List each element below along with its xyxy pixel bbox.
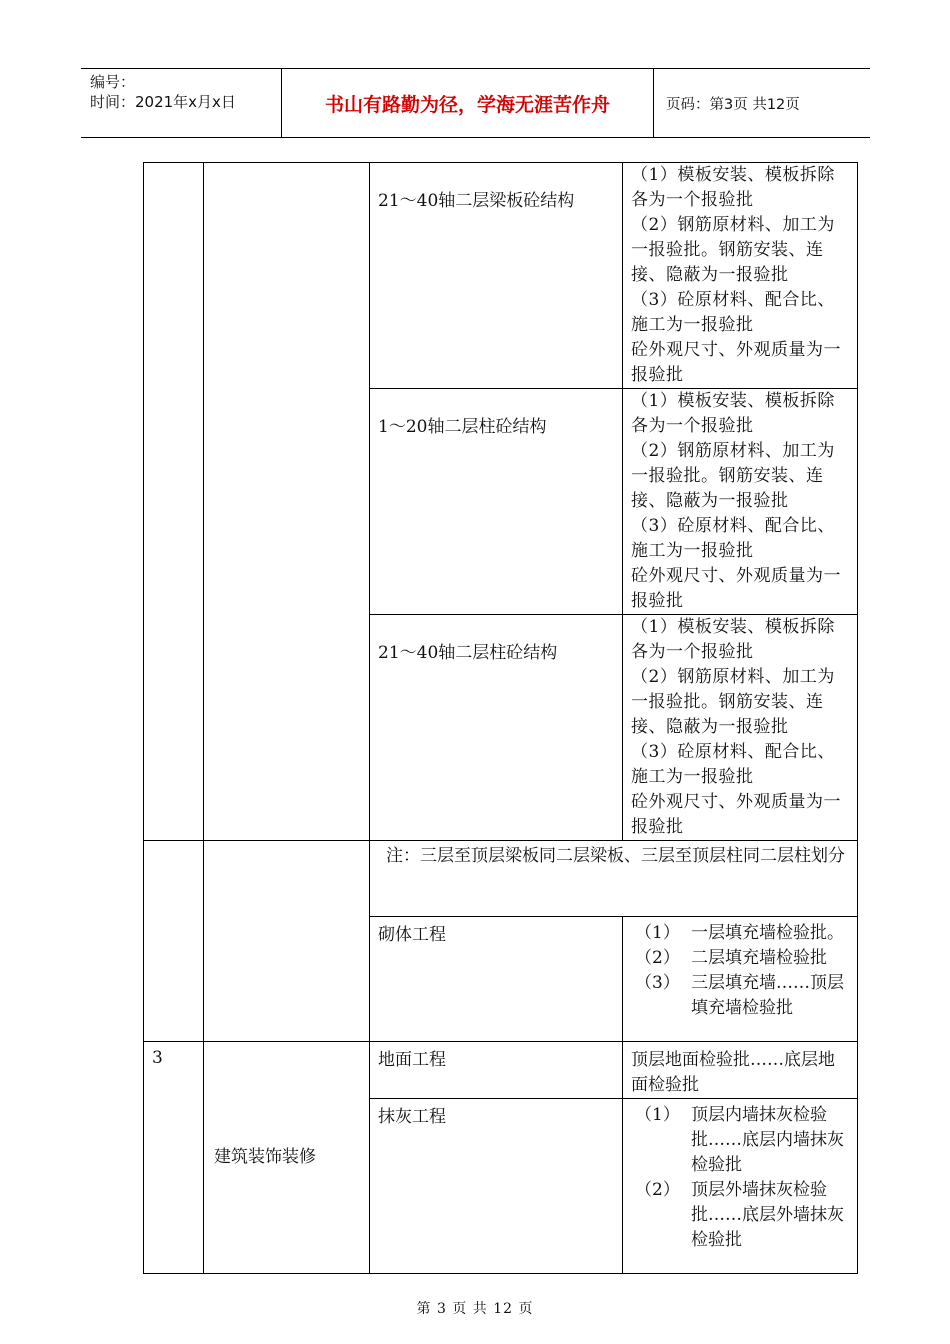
item-cell	[370, 1099, 623, 1274]
list-text: 三层填充墙……顶层填充墙检验批	[691, 973, 844, 1018]
page-footer: 第 3 页 共 12 页	[416, 1301, 534, 1317]
batch-cell	[623, 163, 858, 389]
item-label: 21～40轴二层梁板砼结构	[378, 191, 575, 211]
batch-cell	[623, 917, 858, 1042]
batch-cell	[623, 1042, 858, 1099]
list-text: 顶层外墙抹灰检验批……底层外墙抹灰检验批	[691, 1180, 844, 1250]
batch-line: （2）钢筋原材料、加工为一报验批。钢筋安装、连接、隐蔽为一报验批	[631, 215, 835, 285]
header-meta	[81, 69, 282, 137]
document-date-label: 时间：2021年x月x日	[90, 93, 236, 111]
batch-line: 砼外观尺寸、外观质量为一报验批	[631, 340, 841, 385]
batch-line: （2）钢筋原材料、加工为一报验批。钢筋安装、连接、隐蔽为一报验批	[631, 441, 835, 511]
batch-line: （1）模板安装、模板拆除各为一个报验批	[631, 617, 835, 662]
table-row	[144, 1042, 858, 1099]
division-name: 建筑装饰装修	[214, 1147, 316, 1167]
list-item	[635, 946, 851, 971]
list-marker: （1）	[635, 1105, 680, 1125]
seq-cell-empty	[144, 163, 204, 841]
item-cell	[370, 615, 623, 841]
list-item	[635, 921, 851, 946]
list-marker: （2）	[635, 948, 680, 968]
list-text: 一层填充墙检验批。	[691, 923, 844, 943]
item-cell	[370, 1042, 623, 1099]
batch-line: （2）钢筋原材料、加工为一报验批。钢筋安装、连接、隐蔽为一报验批	[631, 667, 835, 737]
batch-detail	[623, 615, 857, 840]
page-header	[81, 68, 870, 138]
batch-line: （1）模板安装、模板拆除各为一个报验批	[631, 165, 835, 210]
batch-list	[623, 1099, 857, 1253]
item-label: 抹灰工程	[378, 1107, 446, 1127]
header-motto: 书山有路勤为径，学海无涯苦作舟	[282, 69, 654, 137]
document-number-label: 编号：	[90, 73, 136, 91]
list-marker: （1）	[635, 923, 680, 943]
inspection-batch-table	[143, 162, 858, 1274]
division-cell-empty	[204, 841, 370, 1042]
batch-line: （3）砼原材料、配合比、施工为一报验批	[631, 290, 835, 335]
note-text: 注：三层至顶层梁板同二层梁板、三层至顶层柱同二层柱划分	[386, 846, 845, 866]
batch-cell	[623, 389, 858, 615]
batch-line: 砼外观尺寸、外观质量为一报验批	[631, 792, 841, 837]
seq-cell	[144, 1042, 204, 1274]
item-label: 21～40轴二层柱砼结构	[378, 643, 558, 663]
batch-detail	[623, 389, 857, 614]
item-label: 砌体工程	[378, 925, 446, 945]
batch-line: （3）砼原材料、配合比、施工为一报验批	[631, 516, 835, 561]
note-cell	[370, 841, 858, 917]
batch-detail	[623, 163, 857, 388]
table-row	[144, 841, 858, 917]
list-text: 顶层内墙抹灰检验批……底层内墙抹灰检验批	[691, 1105, 844, 1175]
item-cell	[370, 389, 623, 615]
batch-line: （3）砼原材料、配合比、施工为一报验批	[631, 742, 835, 787]
list-text: 二层填充墙检验批	[691, 948, 827, 968]
division-cell-empty	[204, 163, 370, 841]
list-marker: （3）	[635, 973, 680, 993]
list-item	[635, 1178, 851, 1253]
batch-list	[623, 917, 857, 1021]
division-cell	[204, 1042, 370, 1274]
batch-cell	[623, 1099, 858, 1274]
item-label: 地面工程	[378, 1050, 446, 1070]
batch-line: （1）模板安装、模板拆除各为一个报验批	[631, 391, 835, 436]
list-item	[635, 1103, 851, 1178]
item-cell	[370, 917, 623, 1042]
seq-cell-empty	[144, 841, 204, 1042]
batch-cell	[623, 615, 858, 841]
batch-line: 砼外观尺寸、外观质量为一报验批	[631, 566, 841, 611]
item-cell	[370, 163, 623, 389]
batch-text: 顶层地面检验批……底层地面检验批	[631, 1050, 835, 1095]
list-item	[635, 971, 851, 1021]
item-label: 1～20轴二层柱砼结构	[378, 417, 547, 437]
section-number: 3	[152, 1048, 163, 1068]
header-page-number: 页码：第3页 共12页	[666, 96, 800, 113]
table-row	[144, 163, 858, 389]
list-marker: （2）	[635, 1180, 680, 1200]
